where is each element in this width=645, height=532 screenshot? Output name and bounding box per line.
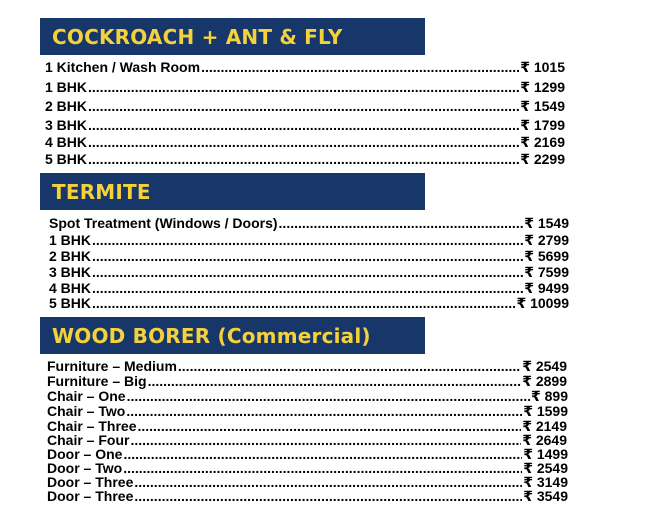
item-price: ₹ 1549 — [520, 98, 565, 114]
item-label: 1 Kitchen / Wash Room — [45, 59, 201, 75]
item-price: ₹ 1799 — [520, 117, 565, 133]
item-price: ₹ 1499 — [523, 446, 568, 462]
price-row — [47, 488, 568, 504]
dot-leader — [279, 215, 524, 231]
item-label: 4 BHK — [45, 134, 88, 150]
section-title: WOOD BORER (Commercial) — [52, 323, 371, 348]
item-price: ₹ 2299 — [520, 151, 565, 167]
dot-leader — [134, 488, 522, 504]
item-price: ₹ 2899 — [522, 373, 567, 389]
item-label: 3 BHK — [45, 117, 88, 133]
dot-leader — [92, 248, 523, 264]
price-row — [45, 79, 565, 95]
item-price: ₹ 1599 — [523, 403, 568, 419]
dot-leader — [88, 98, 519, 114]
item-price: ₹ 5699 — [524, 248, 569, 264]
item-price: ₹ 7599 — [524, 264, 569, 280]
item-price: ₹ 2549 — [522, 358, 567, 374]
dot-leader — [92, 232, 523, 248]
dot-leader — [88, 134, 519, 150]
dot-leader — [88, 151, 519, 167]
price-row — [49, 264, 569, 280]
dot-leader — [127, 388, 530, 404]
dot-leader — [201, 59, 519, 75]
dot-leader — [148, 373, 522, 389]
section-title: TERMITE — [52, 179, 151, 204]
dot-leader — [92, 264, 523, 280]
price-row — [45, 98, 565, 114]
dot-leader — [92, 295, 515, 311]
item-label: Door – Two — [47, 460, 123, 476]
price-row — [45, 134, 565, 150]
item-price: ₹ 1549 — [524, 215, 569, 231]
item-price: ₹ 2799 — [524, 232, 569, 248]
price-row — [49, 280, 569, 296]
item-label: Door – Three — [47, 488, 134, 504]
item-price: ₹ 899 — [531, 388, 568, 404]
dot-leader — [92, 280, 523, 296]
price-row — [49, 215, 569, 231]
section-banner-termite — [40, 173, 425, 210]
dot-leader — [178, 358, 521, 374]
item-label: 4 BHK — [49, 280, 92, 296]
item-label: Chair – Two — [47, 403, 126, 419]
price-row — [45, 59, 565, 75]
item-label: 5 BHK — [45, 151, 88, 167]
item-price: ₹ 10099 — [516, 295, 569, 311]
item-label: 5 BHK — [49, 295, 92, 311]
section-banner-wood-borer — [40, 317, 425, 354]
item-label: Door – Three — [47, 474, 134, 490]
item-price: ₹ 2549 — [523, 460, 568, 476]
item-label: Door – One — [47, 446, 123, 462]
dot-leader — [88, 117, 519, 133]
item-label: Furniture – Big — [47, 373, 147, 389]
section-banner-cockroach — [40, 18, 425, 55]
section-title: COCKROACH + ANT & FLY — [52, 24, 343, 49]
item-label: Chair – Three — [47, 418, 137, 434]
dot-leader — [88, 79, 519, 95]
item-price: ₹ 9499 — [524, 280, 569, 296]
dot-leader — [126, 403, 522, 419]
item-label: 2 BHK — [45, 98, 88, 114]
item-price: ₹ 2149 — [522, 418, 567, 434]
price-row — [47, 373, 567, 389]
price-row — [47, 403, 568, 419]
item-label: Chair – One — [47, 388, 126, 404]
item-price: ₹ 1015 — [520, 59, 565, 75]
item-price: ₹ 3149 — [523, 474, 568, 490]
item-label: 1 BHK — [49, 232, 92, 248]
item-label: 2 BHK — [49, 248, 92, 264]
item-price: ₹ 2649 — [522, 432, 567, 448]
price-row — [45, 117, 565, 133]
price-row — [47, 358, 567, 374]
price-row — [47, 388, 568, 404]
item-price: ₹ 3549 — [523, 488, 568, 504]
item-label: Furniture – Medium — [47, 358, 177, 374]
item-label: 1 BHK — [45, 79, 88, 95]
item-price: ₹ 2169 — [520, 134, 565, 150]
item-price: ₹ 1299 — [520, 79, 565, 95]
price-row — [49, 295, 569, 311]
price-row — [49, 248, 569, 264]
item-label: Spot Treatment (Windows / Doors) — [49, 215, 278, 231]
item-label: Chair – Four — [47, 432, 130, 448]
item-label: 3 BHK — [49, 264, 92, 280]
price-row — [49, 232, 569, 248]
price-row — [45, 151, 565, 167]
